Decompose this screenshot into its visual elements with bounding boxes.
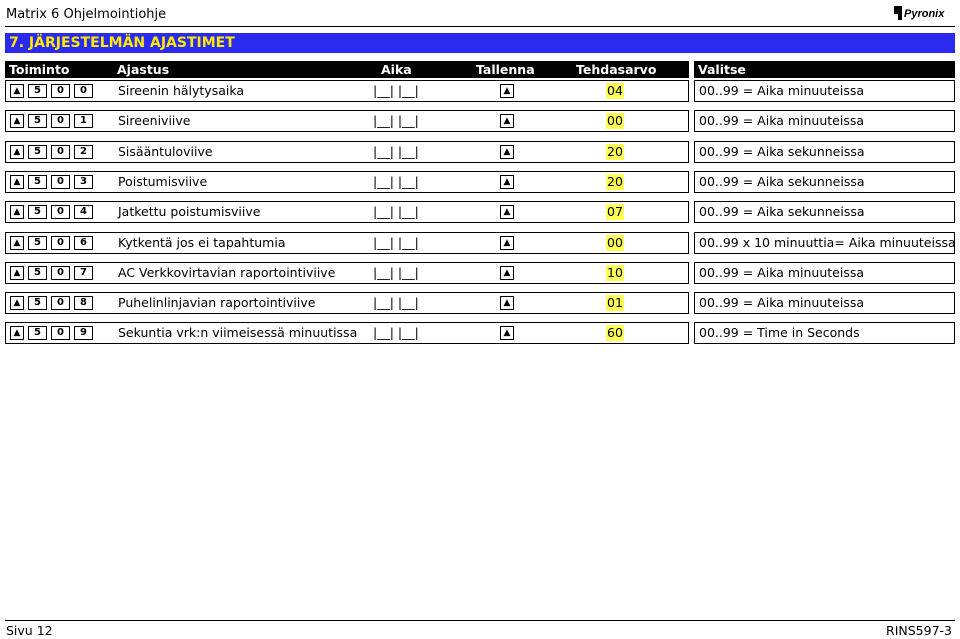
up-arrow-key-icon: ▲ bbox=[10, 114, 24, 128]
up-arrow-key-icon: ▲ bbox=[10, 296, 24, 310]
key-sequence bbox=[10, 236, 93, 250]
key-digit: 5 bbox=[28, 205, 47, 219]
key-digit: 5 bbox=[28, 175, 47, 189]
select-description: 00..99 = Aika minuuteissa bbox=[694, 262, 955, 284]
key-digit: 4 bbox=[74, 205, 93, 219]
page-number: Sivu 12 bbox=[6, 623, 53, 638]
column-header-right bbox=[694, 61, 955, 78]
col-ajastus: Ajastus bbox=[117, 62, 170, 77]
select-description: 00..99 x 10 minuuttia= Aika minuuteissa bbox=[694, 232, 955, 254]
timer-name: Jatkettu poistumisviive bbox=[118, 204, 261, 219]
key-digit: 0 bbox=[51, 175, 70, 189]
value-entry-blanks: |__| |__| bbox=[373, 144, 419, 159]
key-digit: 5 bbox=[28, 326, 47, 340]
row-left-cell bbox=[5, 110, 689, 132]
col-valitse: Valitse bbox=[698, 62, 746, 77]
select-description: 00..99 = Aika minuuteissa bbox=[694, 80, 955, 102]
row-left-cell bbox=[5, 292, 689, 314]
header-rule bbox=[5, 26, 955, 27]
default-value: 10 bbox=[607, 265, 623, 280]
row-left-cell bbox=[5, 141, 689, 163]
select-description: 00..99 = Aika sekunneissa bbox=[694, 201, 955, 223]
table-row bbox=[5, 232, 955, 254]
select-description: 00..99 = Time in Seconds bbox=[694, 322, 955, 344]
key-digit: 2 bbox=[74, 145, 93, 159]
default-value: 20 bbox=[607, 174, 623, 189]
value-entry-blanks: |__| |__| bbox=[373, 265, 419, 280]
key-digit: 5 bbox=[28, 145, 47, 159]
default-value: 00 bbox=[607, 235, 623, 250]
key-sequence bbox=[10, 296, 93, 310]
value-entry-blanks: |__| |__| bbox=[373, 235, 419, 250]
key-digit: 5 bbox=[28, 236, 47, 250]
key-digit: 0 bbox=[51, 84, 70, 98]
key-digit: 0 bbox=[51, 296, 70, 310]
select-description: 00..99 = Aika minuuteissa bbox=[694, 110, 955, 132]
row-left-cell bbox=[5, 171, 689, 193]
row-left-cell bbox=[5, 322, 689, 344]
col-tallenna: Tallenna bbox=[476, 62, 535, 77]
up-arrow-key-icon: ▲ bbox=[500, 296, 514, 310]
table-row bbox=[5, 292, 955, 314]
up-arrow-key-icon: ▲ bbox=[500, 84, 514, 98]
key-digit: 5 bbox=[28, 84, 47, 98]
key-sequence bbox=[10, 205, 93, 219]
value-entry-blanks: |__| |__| bbox=[373, 174, 419, 189]
row-left-cell bbox=[5, 262, 689, 284]
col-tehdasarvo: Tehdasarvo bbox=[576, 62, 657, 77]
up-arrow-key-icon: ▲ bbox=[10, 175, 24, 189]
timer-name: Sisääntuloviive bbox=[118, 144, 213, 159]
key-digit: 8 bbox=[74, 296, 93, 310]
column-header-left bbox=[5, 61, 689, 78]
select-description: 00..99 = Aika sekunneissa bbox=[694, 171, 955, 193]
table-row bbox=[5, 141, 955, 163]
default-value: 60 bbox=[607, 325, 623, 340]
document-title: Matrix 6 Ohjelmointiohje bbox=[6, 7, 167, 22]
timer-name: Sireeniviive bbox=[118, 113, 191, 128]
document-code: RINS597-3 bbox=[886, 623, 952, 638]
up-arrow-key-icon: ▲ bbox=[10, 84, 24, 98]
key-digit: 5 bbox=[28, 266, 47, 280]
key-digit: 0 bbox=[74, 84, 93, 98]
up-arrow-key-icon: ▲ bbox=[500, 266, 514, 280]
table-row bbox=[5, 262, 955, 284]
select-description: 00..99 = Aika sekunneissa bbox=[694, 141, 955, 163]
timer-name: Sekuntia vrk:n viimeisessä minuutissa bbox=[118, 325, 358, 340]
timer-name: Poistumisviive bbox=[118, 174, 208, 189]
key-digit: 5 bbox=[28, 114, 47, 128]
col-toiminto: Toiminto bbox=[9, 62, 70, 77]
key-digit: 1 bbox=[74, 114, 93, 128]
default-value: 04 bbox=[607, 83, 623, 98]
row-left-cell bbox=[5, 201, 689, 223]
table-row bbox=[5, 171, 955, 193]
svg-text:Pyronix: Pyronix bbox=[904, 8, 945, 20]
key-digit: 9 bbox=[74, 326, 93, 340]
table-row bbox=[5, 322, 955, 344]
up-arrow-key-icon: ▲ bbox=[500, 145, 514, 159]
footer-rule bbox=[5, 620, 955, 621]
timer-name: Kytkentä jos ei tapahtumia bbox=[118, 235, 286, 250]
key-sequence bbox=[10, 114, 93, 128]
up-arrow-key-icon: ▲ bbox=[500, 326, 514, 340]
up-arrow-key-icon: ▲ bbox=[10, 145, 24, 159]
value-entry-blanks: |__| |__| bbox=[373, 113, 419, 128]
value-entry-blanks: |__| |__| bbox=[373, 83, 419, 98]
table-row bbox=[5, 201, 955, 223]
select-description: 00..99 = Aika minuuteissa bbox=[694, 292, 955, 314]
key-digit: 0 bbox=[51, 114, 70, 128]
pyronix-logo bbox=[892, 3, 950, 23]
timer-name: AC Verkkovirtavian raportointiviive bbox=[118, 265, 336, 280]
key-digit: 0 bbox=[51, 236, 70, 250]
up-arrow-key-icon: ▲ bbox=[10, 236, 24, 250]
col-aika: Aika bbox=[381, 62, 412, 77]
key-digit: 0 bbox=[51, 266, 70, 280]
default-value: 07 bbox=[607, 204, 623, 219]
key-digit: 7 bbox=[74, 266, 93, 280]
row-left-cell bbox=[5, 232, 689, 254]
default-value: 00 bbox=[607, 113, 623, 128]
key-sequence bbox=[10, 84, 93, 98]
table-row bbox=[5, 80, 955, 102]
table-row bbox=[5, 110, 955, 132]
key-sequence bbox=[10, 266, 93, 280]
key-sequence bbox=[10, 145, 93, 159]
up-arrow-key-icon: ▲ bbox=[10, 266, 24, 280]
value-entry-blanks: |__| |__| bbox=[373, 204, 419, 219]
up-arrow-key-icon: ▲ bbox=[10, 205, 24, 219]
up-arrow-key-icon: ▲ bbox=[10, 326, 24, 340]
default-value: 20 bbox=[607, 144, 623, 159]
key-digit: 3 bbox=[74, 175, 93, 189]
key-sequence bbox=[10, 175, 93, 189]
key-digit: 0 bbox=[51, 145, 70, 159]
key-sequence bbox=[10, 326, 93, 340]
timer-name: Sireenin hälytysaika bbox=[118, 83, 245, 98]
value-entry-blanks: |__| |__| bbox=[373, 325, 419, 340]
key-digit: 6 bbox=[74, 236, 93, 250]
key-digit: 0 bbox=[51, 326, 70, 340]
timer-name: Puhelinlinjavian raportointiviive bbox=[118, 295, 316, 310]
key-digit: 0 bbox=[51, 205, 70, 219]
up-arrow-key-icon: ▲ bbox=[500, 205, 514, 219]
key-digit: 5 bbox=[28, 296, 47, 310]
row-left-cell bbox=[5, 80, 689, 102]
value-entry-blanks: |__| |__| bbox=[373, 295, 419, 310]
default-value: 01 bbox=[607, 295, 623, 310]
up-arrow-key-icon: ▲ bbox=[500, 175, 514, 189]
up-arrow-key-icon: ▲ bbox=[500, 114, 514, 128]
up-arrow-key-icon: ▲ bbox=[500, 236, 514, 250]
section-title: 7. JÄRJESTELMÄN AJASTIMET bbox=[5, 33, 955, 53]
